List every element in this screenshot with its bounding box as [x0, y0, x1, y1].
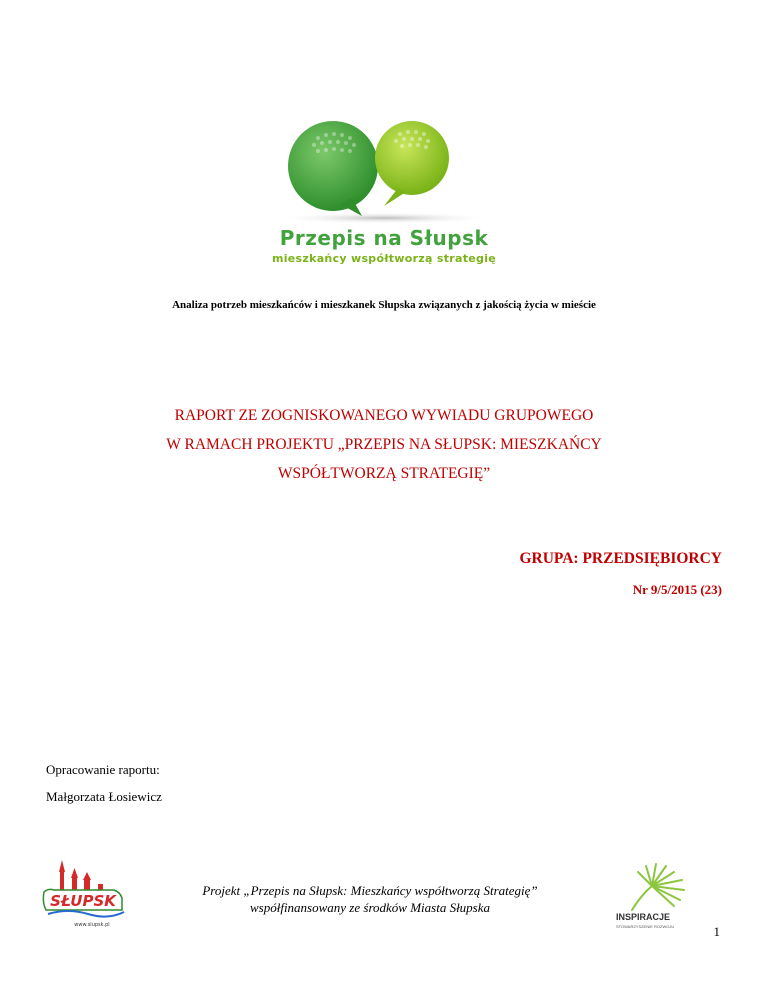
report-title: [0, 401, 768, 488]
dandelion-icon: [632, 864, 684, 910]
slupsk-logo-text: SŁUPSK: [50, 892, 116, 910]
green-bubble-icon: [288, 121, 378, 216]
analysis-subtitle: Analiza potrzeb mieszkańców i mieszkanek Słupska związanych z jakością życia w mieście: [172, 299, 596, 311]
slupsk-logo-url: www.slupsk.pl: [74, 922, 110, 928]
logo-shadow: [274, 212, 494, 224]
page-number: 1: [713, 924, 720, 939]
logo-subtitle: mieszkańcy współtworzą strategię: [271, 252, 497, 265]
castle-towers-icon: [59, 860, 103, 892]
footer-text: [150, 882, 590, 916]
slupsk-city-logo: [38, 858, 130, 930]
report-title-line-3: WSPÓŁTWORZĄ STRATEGIĘ”: [277, 465, 491, 482]
footer-line-1: Projekt „Przepis na Słupsk: Mieszkańcy współtworzą Strategię”: [202, 883, 538, 898]
inspiracje-logo-sub: STOWARZYSZENIE ROZWOJU: [616, 924, 675, 929]
wave-icon: [48, 911, 124, 917]
author-label: Opracowanie raportu:: [46, 762, 160, 777]
logo-title: Przepis na Słupsk: [279, 226, 489, 250]
lime-bubble-icon: [375, 121, 449, 206]
inspiracje-logo: [612, 858, 696, 932]
report-title-line-2: W RAMACH PROJEKTU „PRZEPIS NA SŁUPSK: MIESZKAŃCY: [166, 436, 602, 453]
author-name: Małgorzata Łosiewicz: [46, 789, 162, 804]
report-title-line-1: RAPORT ZE ZOGNISKOWANEGO WYWIADU GRUPOWEGO: [174, 407, 594, 424]
group-label: GRUPA: PRZEDSIĘBIORCY: [519, 550, 722, 567]
inspiracje-logo-text: INSPIRACJE: [616, 912, 671, 922]
report-number: Nr 9/5/2015 (23): [632, 582, 722, 597]
footer-line-2: współfinansowany ze środków Miasta Słupska: [249, 900, 491, 915]
